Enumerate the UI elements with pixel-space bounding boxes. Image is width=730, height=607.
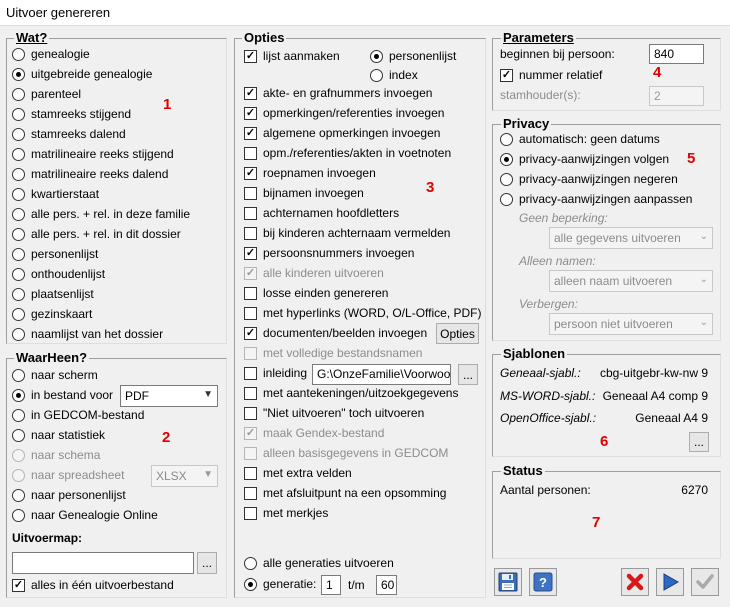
radio-alle-generaties[interactable]: alle generaties uitvoeren bbox=[244, 554, 394, 572]
close-icon bbox=[625, 572, 645, 592]
radio-privacy-aanpassen[interactable]: privacy-aanwijzingen aanpassen bbox=[500, 190, 692, 208]
checkbox-indicator bbox=[244, 427, 257, 440]
svg-text:?: ? bbox=[539, 575, 547, 590]
radio-indicator[interactable] bbox=[500, 193, 513, 206]
window-title: Uitvoer genereren bbox=[6, 5, 111, 20]
radio-privacy-automatisch[interactable]: automatisch: geen datums bbox=[500, 130, 660, 148]
opties-button[interactable]: Opties bbox=[436, 323, 479, 344]
checkbox-indicator[interactable] bbox=[244, 487, 257, 500]
wat-option[interactable]: plaatsenlijst bbox=[12, 285, 94, 303]
checkbox-indicator[interactable] bbox=[12, 579, 25, 592]
chevron-down-icon: ⌄ bbox=[699, 274, 708, 285]
radio-indicator[interactable] bbox=[12, 369, 25, 382]
geneaal-sjabl-label: Geneaal-sjabl.: bbox=[500, 366, 581, 380]
radio-indicator[interactable] bbox=[370, 69, 383, 82]
parameters-heading: Parameters bbox=[503, 30, 574, 45]
alleen-namen-select: alleen naam uitvoeren ⌄ bbox=[549, 270, 713, 292]
generatie-from-input[interactable]: 1 bbox=[321, 575, 341, 595]
radio-in-gedcom[interactable]: in GEDCOM-bestand bbox=[12, 406, 144, 424]
wat-option[interactable]: naamlijst van het dossier bbox=[12, 325, 163, 343]
radio-in-bestand-voor[interactable]: in bestand voor bbox=[12, 386, 113, 404]
checkbox-indicator[interactable] bbox=[244, 367, 257, 380]
radio-indicator[interactable] bbox=[12, 308, 25, 321]
checkbox-indicator[interactable] bbox=[244, 187, 257, 200]
checkbox-indicator[interactable] bbox=[244, 407, 257, 420]
tm-label: t/m bbox=[348, 578, 365, 592]
play-icon bbox=[660, 572, 680, 592]
radio-indicator[interactable] bbox=[12, 68, 25, 81]
opties-checkbox: met volledige bestandsnamen bbox=[244, 344, 422, 362]
opties-checkbox[interactable]: bijnamen invoegen bbox=[244, 184, 364, 202]
stamhouder-input: 2 bbox=[649, 86, 704, 106]
radio-naar-spreadsheet: naar spreadsheet bbox=[12, 466, 124, 484]
checkbox-alles-in-een[interactable]: ✓ alles in één uitvoerbestand bbox=[12, 576, 174, 594]
geen-beperking-select: alle gegevens uitvoeren ⌄ bbox=[549, 227, 713, 249]
opties-checkbox: ✓ maak Gendex-bestand bbox=[244, 424, 384, 442]
radio-indicator[interactable] bbox=[12, 409, 25, 422]
radio-indicator[interactable] bbox=[500, 173, 513, 186]
marker-3: 3 bbox=[426, 179, 435, 196]
opties-checkbox[interactable]: met extra velden bbox=[244, 464, 352, 482]
marker-4: 4 bbox=[653, 64, 662, 81]
radio-indicator[interactable] bbox=[12, 148, 25, 161]
radio-indicator[interactable] bbox=[12, 168, 25, 181]
chevron-down-icon: ▼ bbox=[203, 469, 213, 480]
opties-checkbox[interactable]: inleiding bbox=[244, 364, 307, 382]
sjablonen-browse-button[interactable]: ... bbox=[689, 432, 709, 452]
openoffice-sjabl-label: OpenOffice-sjabl.: bbox=[500, 411, 597, 425]
msword-sjabl-value: Geneaal A4 comp 9 bbox=[602, 389, 708, 403]
opties-checkbox[interactable]: ✓ roepnamen invoegen bbox=[244, 164, 376, 182]
wat-option[interactable]: stamreeks dalend bbox=[12, 125, 126, 143]
verbergen-label: Verbergen: bbox=[519, 297, 578, 311]
checkbox-indicator[interactable] bbox=[244, 387, 257, 400]
opties-checkbox[interactable]: met merkjes bbox=[244, 504, 328, 522]
radio-indicator[interactable] bbox=[244, 557, 257, 570]
marker-1: 1 bbox=[163, 96, 172, 113]
opties-checkbox[interactable]: opm./referenties/akten in voetnoten bbox=[244, 144, 451, 162]
radio-naar-statistiek[interactable]: naar statistiek bbox=[12, 426, 105, 444]
geneaal-sjabl-value: cbg-uitgebr-kw-nw 9 bbox=[599, 366, 708, 380]
spreadsheet-select: XLSX ▼ bbox=[151, 465, 218, 487]
chevron-down-icon: ▼ bbox=[203, 389, 213, 400]
radio-indicator[interactable] bbox=[370, 50, 383, 63]
wat-option[interactable]: genealogie bbox=[12, 45, 90, 63]
radio-naar-genealogie-online[interactable]: naar Genealogie Online bbox=[12, 506, 158, 524]
radio-indicator[interactable] bbox=[12, 228, 25, 241]
wat-option[interactable]: stamreeks stijgend bbox=[12, 105, 131, 123]
aantal-personen-label: Aantal personen: bbox=[500, 483, 591, 497]
inleiding-path-input[interactable]: G:\OnzeFamilie\Voorwoo bbox=[312, 364, 451, 385]
checkbox-indicator[interactable] bbox=[244, 127, 257, 140]
wat-option[interactable]: parenteel bbox=[12, 85, 81, 103]
privacy-heading: Privacy bbox=[503, 116, 550, 131]
opties-checkbox[interactable]: met hyperlinks (WORD, O/L-Office, PDF) bbox=[244, 304, 481, 322]
status-heading: Status bbox=[503, 463, 543, 478]
openoffice-sjabl-value: Geneaal A4 9 bbox=[635, 411, 708, 425]
opties-checkbox: ✓ alle kinderen uitvoeren bbox=[244, 264, 384, 282]
opties-checkbox[interactable]: met aantekeningen/uitzoekgegevens bbox=[244, 384, 458, 402]
radio-index[interactable]: index bbox=[370, 66, 418, 84]
opties-checkbox[interactable]: ✓ opmerkingen/referenties invoegen bbox=[244, 104, 444, 122]
opties-checkbox[interactable]: ✓ persoonsnummers invoegen bbox=[244, 244, 414, 262]
chevron-down-icon: ⌄ bbox=[699, 231, 708, 242]
radio-indicator[interactable] bbox=[12, 248, 25, 261]
beginnen-input[interactable]: 840 bbox=[649, 44, 704, 64]
wat-heading: Wat? bbox=[16, 30, 48, 45]
wat-option[interactable]: gezinskaart bbox=[12, 305, 92, 323]
radio-indicator[interactable] bbox=[500, 133, 513, 146]
checkbox-indicator[interactable] bbox=[244, 147, 257, 160]
checkbox-indicator[interactable] bbox=[244, 167, 257, 180]
radio-naar-personenlijst[interactable]: naar personenlijst bbox=[12, 486, 126, 504]
radio-indicator bbox=[12, 469, 25, 482]
title-bar bbox=[0, 0, 730, 26]
wat-option[interactable]: matrilineaire reeks stijgend bbox=[12, 145, 174, 163]
radio-generatie[interactable]: generatie: bbox=[244, 575, 316, 593]
beginnen-label: beginnen bij persoon: bbox=[500, 47, 615, 61]
geen-beperking-label: Geen beperking: bbox=[519, 211, 608, 225]
radio-indicator[interactable] bbox=[12, 88, 25, 101]
verbergen-select: persoon niet uitvoeren ⌄ bbox=[549, 313, 713, 335]
marker-2: 2 bbox=[162, 429, 171, 446]
alleen-namen-label: Alleen namen: bbox=[519, 254, 596, 268]
checkbox-indicator[interactable] bbox=[244, 207, 257, 220]
aantal-personen-value: 6270 bbox=[681, 483, 708, 497]
checkbox-indicator[interactable] bbox=[500, 69, 513, 82]
radio-indicator[interactable] bbox=[12, 389, 25, 402]
stamhouder-label: stamhouder(s): bbox=[500, 88, 581, 102]
opties-checkbox: alleen basisgegevens in GEDCOM bbox=[244, 444, 448, 462]
wat-option[interactable]: kwartierstaat bbox=[12, 185, 99, 203]
help-button[interactable] bbox=[529, 568, 557, 596]
marker-5: 5 bbox=[687, 150, 696, 167]
waarheen-heading: WaarHeen? bbox=[16, 350, 88, 365]
floppy-disk-icon bbox=[498, 572, 518, 592]
wat-option[interactable]: alle pers. + rel. in dit dossier bbox=[12, 225, 181, 243]
checkbox-indicator bbox=[244, 447, 257, 460]
radio-privacy-negeren[interactable]: privacy-aanwijzingen negeren bbox=[500, 170, 678, 188]
chevron-down-icon: ⌄ bbox=[699, 317, 708, 328]
marker-7: 7 bbox=[592, 514, 601, 531]
opties-checkbox[interactable]: ✓ documenten/beelden invoegen bbox=[244, 324, 427, 342]
msword-sjabl-label: MS-WORD-sjabl.: bbox=[500, 389, 596, 403]
checkmark-icon bbox=[695, 572, 715, 592]
radio-naar-schema: naar schema bbox=[12, 446, 100, 464]
save-button[interactable] bbox=[494, 568, 522, 596]
radio-naar-scherm[interactable]: naar scherm bbox=[12, 366, 98, 384]
opties-checkbox[interactable]: ✓ akte- en grafnummers invoegen bbox=[244, 84, 432, 102]
opties-checkbox[interactable]: bij kinderen achternaam vermelden bbox=[244, 224, 450, 242]
checkbox-indicator[interactable] bbox=[244, 467, 257, 480]
radio-indicator[interactable] bbox=[12, 128, 25, 141]
wat-option[interactable]: onthoudenlijst bbox=[12, 265, 105, 283]
format-select[interactable]: PDF ▼ bbox=[120, 385, 218, 407]
checkbox-indicator[interactable] bbox=[244, 327, 257, 340]
radio-indicator[interactable] bbox=[12, 489, 25, 502]
sjablonen-heading: Sjablonen bbox=[503, 346, 566, 361]
checkbox-indicator bbox=[244, 347, 257, 360]
radio-privacy-volgen[interactable]: privacy-aanwijzingen volgen bbox=[500, 150, 669, 168]
radio-indicator[interactable] bbox=[12, 268, 25, 281]
generatie-to-input[interactable]: 60 bbox=[376, 575, 397, 595]
radio-indicator[interactable] bbox=[500, 153, 513, 166]
run-button[interactable] bbox=[656, 568, 684, 596]
uitvoermap-input[interactable] bbox=[12, 552, 194, 574]
checkbox-indicator[interactable] bbox=[244, 107, 257, 120]
radio-indicator[interactable] bbox=[12, 509, 25, 522]
opties-checkbox[interactable]: ✓ algemene opmerkingen invoegen bbox=[244, 124, 440, 142]
opties-checkbox[interactable]: losse einden genereren bbox=[244, 284, 388, 302]
help-icon bbox=[533, 572, 553, 592]
marker-6: 6 bbox=[600, 433, 609, 450]
radio-indicator[interactable] bbox=[244, 578, 257, 591]
radio-indicator[interactable] bbox=[12, 429, 25, 442]
cancel-button[interactable] bbox=[621, 568, 649, 596]
checkbox-indicator[interactable] bbox=[244, 247, 257, 260]
opties-checkbox[interactable]: achternamen hoofdletters bbox=[244, 204, 399, 222]
checkbox-nummer-relatief[interactable]: ✓ nummer relatief bbox=[500, 66, 602, 84]
checkbox-indicator[interactable] bbox=[244, 287, 257, 300]
checkbox-lijst-aanmaken[interactable]: ✓ lijst aanmaken bbox=[244, 47, 340, 65]
radio-indicator bbox=[12, 449, 25, 462]
wat-option[interactable]: alle pers. + rel. in deze familie bbox=[12, 205, 190, 223]
checkbox-indicator[interactable] bbox=[244, 507, 257, 520]
radio-indicator[interactable] bbox=[12, 208, 25, 221]
radio-personenlijst[interactable]: personenlijst bbox=[370, 47, 456, 65]
ok-button bbox=[691, 568, 719, 596]
wat-option[interactable]: matrilineaire reeks dalend bbox=[12, 165, 168, 183]
radio-indicator[interactable] bbox=[12, 188, 25, 201]
checkbox-indicator[interactable] bbox=[244, 227, 257, 240]
uitvoermap-label: Uitvoermap: bbox=[12, 531, 83, 545]
radio-indicator[interactable] bbox=[12, 108, 25, 121]
checkbox-indicator bbox=[244, 267, 257, 280]
checkbox-indicator[interactable] bbox=[244, 87, 257, 100]
opties-heading: Opties bbox=[244, 30, 285, 45]
opties-checkbox[interactable]: "Niet uitvoeren" toch uitvoeren bbox=[244, 404, 424, 422]
radio-indicator[interactable] bbox=[12, 48, 25, 61]
uitvoermap-browse-button[interactable]: ... bbox=[197, 552, 217, 574]
opties-checkbox[interactable]: met afsluitpunt na een opsomming bbox=[244, 484, 446, 502]
checkbox-indicator[interactable] bbox=[244, 307, 257, 320]
inleiding-browse-button[interactable]: ... bbox=[458, 364, 478, 385]
radio-indicator[interactable] bbox=[12, 288, 25, 301]
wat-option[interactable]: uitgebreide genealogie bbox=[12, 65, 152, 83]
checkbox-indicator[interactable] bbox=[244, 50, 257, 63]
wat-option[interactable]: personenlijst bbox=[12, 245, 98, 263]
radio-indicator[interactable] bbox=[12, 328, 25, 341]
